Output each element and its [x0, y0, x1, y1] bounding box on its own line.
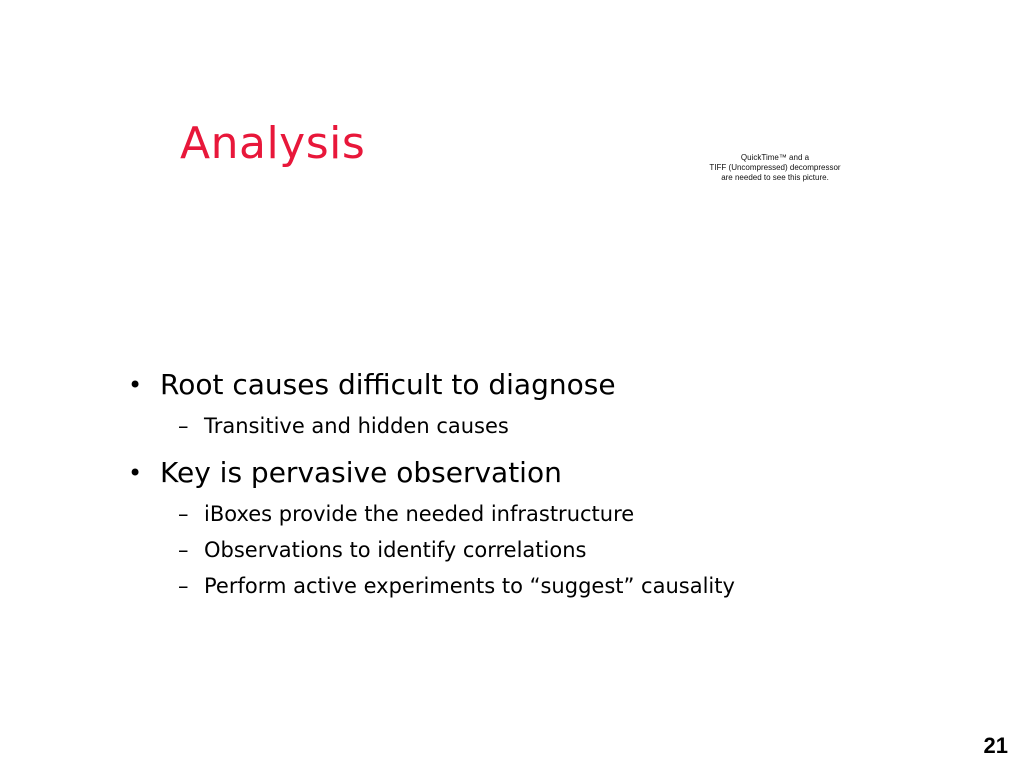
sub-bullet-item — [128, 572, 948, 600]
bullet-text: Root causes difficult to diagnose — [160, 368, 616, 401]
placeholder-line: are needed to see this picture. — [721, 173, 829, 182]
sub-bullet-text: Transitive and hidden causes — [204, 414, 509, 438]
quicktime-image-placeholder — [700, 153, 850, 183]
sub-bullet-item — [128, 500, 948, 528]
sub-bullet-text: Observations to identify correlations — [204, 538, 587, 562]
bullet-item — [128, 366, 948, 404]
dash-icon: – — [178, 538, 189, 562]
placeholder-line: QuickTime™ and a — [740, 153, 810, 162]
bullet-item — [128, 454, 948, 492]
sub-bullet-item — [128, 536, 948, 564]
sub-bullet-item — [128, 412, 948, 440]
placeholder-line: TIFF (Uncompressed) decompressor — [709, 163, 841, 172]
dash-icon: – — [178, 414, 189, 438]
dash-icon: – — [178, 574, 189, 598]
page-number: 21 — [983, 733, 1008, 758]
bullet-list — [128, 366, 948, 608]
bullet-icon: • — [128, 371, 143, 399]
bullet-text: Key is pervasive observation — [160, 456, 562, 489]
bullet-icon: • — [128, 459, 143, 487]
sub-bullet-text: iBoxes provide the needed infrastructure — [204, 502, 635, 526]
sub-bullet-text: Perform active experiments to “suggest” causality — [204, 574, 735, 598]
slide-title: Analysis — [180, 118, 366, 169]
dash-icon: – — [178, 502, 189, 526]
